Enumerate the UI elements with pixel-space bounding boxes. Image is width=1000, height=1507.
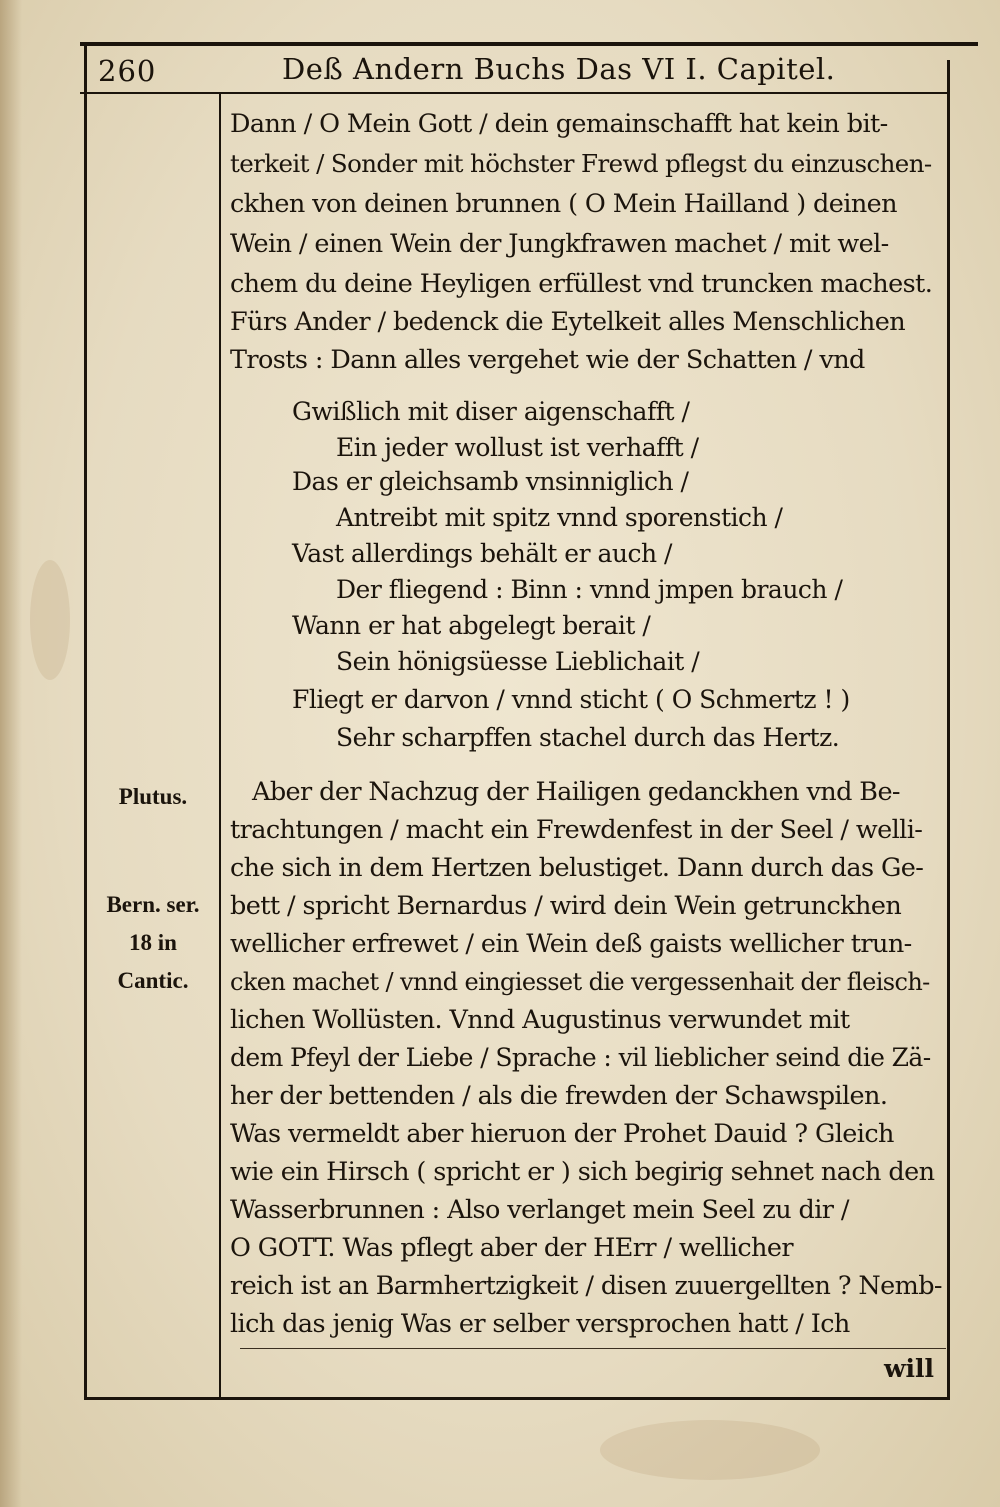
verse-line: Sehr scharpffen stachel durch das Hertz.	[336, 723, 840, 752]
text-line: trachtungen / macht ein Frewdenfest in der Seel / welli-	[230, 815, 923, 845]
text-line: cken machet / vnnd eingiesset die vergessenhait der fleisch-	[230, 968, 930, 996]
margin-note-bernard	[92, 886, 214, 1000]
verse-line: Antreibt mit spitz vnnd sporenstich /	[336, 503, 783, 532]
verse-line: Sein hönigsüesse Lieblichait /	[336, 647, 700, 676]
text-line: Wein / einen Wein der Jungkfrawen machet / mit wel-	[230, 229, 889, 259]
margin-column-rule	[219, 94, 221, 1400]
text-line: Trosts : Dann alles vergehet wie der Schatten / vnd	[230, 345, 865, 375]
frame-bottom-rule	[84, 1397, 950, 1400]
verse-line: Gwißlich mit diser aigenschafft /	[292, 397, 690, 426]
verse-line: Wann er hat abgelegt berait /	[292, 611, 651, 640]
verse-line: Fliegt er darvon / vnnd sticht ( O Schmertz ! )	[292, 685, 850, 714]
frame-left-rule	[84, 44, 87, 1400]
text-line: Fürs Ander / bedenck die Eytelkeit alles Menschlichen	[230, 307, 906, 337]
margin-note-line: Bern. ser.	[106, 892, 200, 917]
catchword: will	[884, 1354, 935, 1383]
text-line: wie ein Hirsch ( spricht er ) sich begirig sehnet nach den	[230, 1157, 935, 1187]
text-line: lich das jenig Was er selber versprochen hatt / Ich	[230, 1309, 850, 1339]
header-rule	[80, 92, 950, 94]
margin-note-plutus	[92, 778, 214, 816]
text-line: bett / spricht Bernardus / wird dein Wein getrunckhen	[230, 891, 902, 921]
verse-line: Vast allerdings behält er auch /	[292, 539, 672, 568]
page-number: 260	[98, 54, 157, 88]
text-line: Dann / O Mein Gott / dein gemainschafft hat kein bit-	[230, 109, 888, 139]
text-line: reich ist an Barmhertzigkeit / disen zuuergellten ? Nemb-	[230, 1271, 942, 1301]
text-line: Wasserbrunnen : Also verlanget mein Seel zu dir /	[230, 1195, 849, 1225]
text-line: O GOTT. Was pflegt aber der HErr / wellicher	[230, 1233, 793, 1263]
margin-note-line: Plutus.	[118, 784, 188, 809]
margin-note-line: Cantic.	[117, 968, 189, 993]
text-line: che sich in dem Hertzen belustiget. Dann durch das Ge-	[230, 853, 924, 883]
text-line: wellicher erfrewet / ein Wein deß gaists wellicher trun-	[230, 929, 912, 959]
verse-line: Ein jeder wollust ist verhafft /	[336, 433, 699, 462]
text-line: her der bettenden / als die frewden der Schawspilen.	[230, 1081, 888, 1111]
text-line: ckhen von deinen brunnen ( O Mein Hailland ) deinen	[230, 189, 897, 219]
text-line: Was vermeldt aber hieruon der Prohet Dauid ? Gleich	[230, 1119, 894, 1149]
running-head: Deß Andern Buchs Das VI I. Capitel.	[282, 52, 836, 86]
frame-right-rule	[947, 60, 950, 1400]
text-line: terkeit / Sonder mit höchster Frewd pflegst du einzuschen-	[230, 149, 932, 178]
text-line: dem Pfeyl der Liebe / Sprache : vil lieblicher seind die Zä-	[230, 1043, 931, 1072]
paper-stain	[600, 1420, 820, 1480]
paper-stain	[30, 560, 70, 680]
text-line: chem du deine Heyligen erfüllest vnd truncken machest.	[230, 269, 933, 299]
text-line: lichen Wollüsten. Vnnd Augustinus verwundet mit	[230, 1005, 850, 1035]
catchword-rule	[240, 1348, 946, 1349]
frame-top-rule	[80, 42, 978, 46]
margin-note-line: 18 in	[129, 930, 177, 955]
verse-line: Das er gleichsamb vnsinniglich /	[292, 467, 689, 496]
verse-line: Der fliegend : Binn : vnnd jmpen brauch /	[336, 575, 843, 604]
page-edge-shadow	[0, 0, 22, 1507]
text-line: Aber der Nachzug der Hailigen gedanckhen vnd Be-	[252, 777, 900, 807]
